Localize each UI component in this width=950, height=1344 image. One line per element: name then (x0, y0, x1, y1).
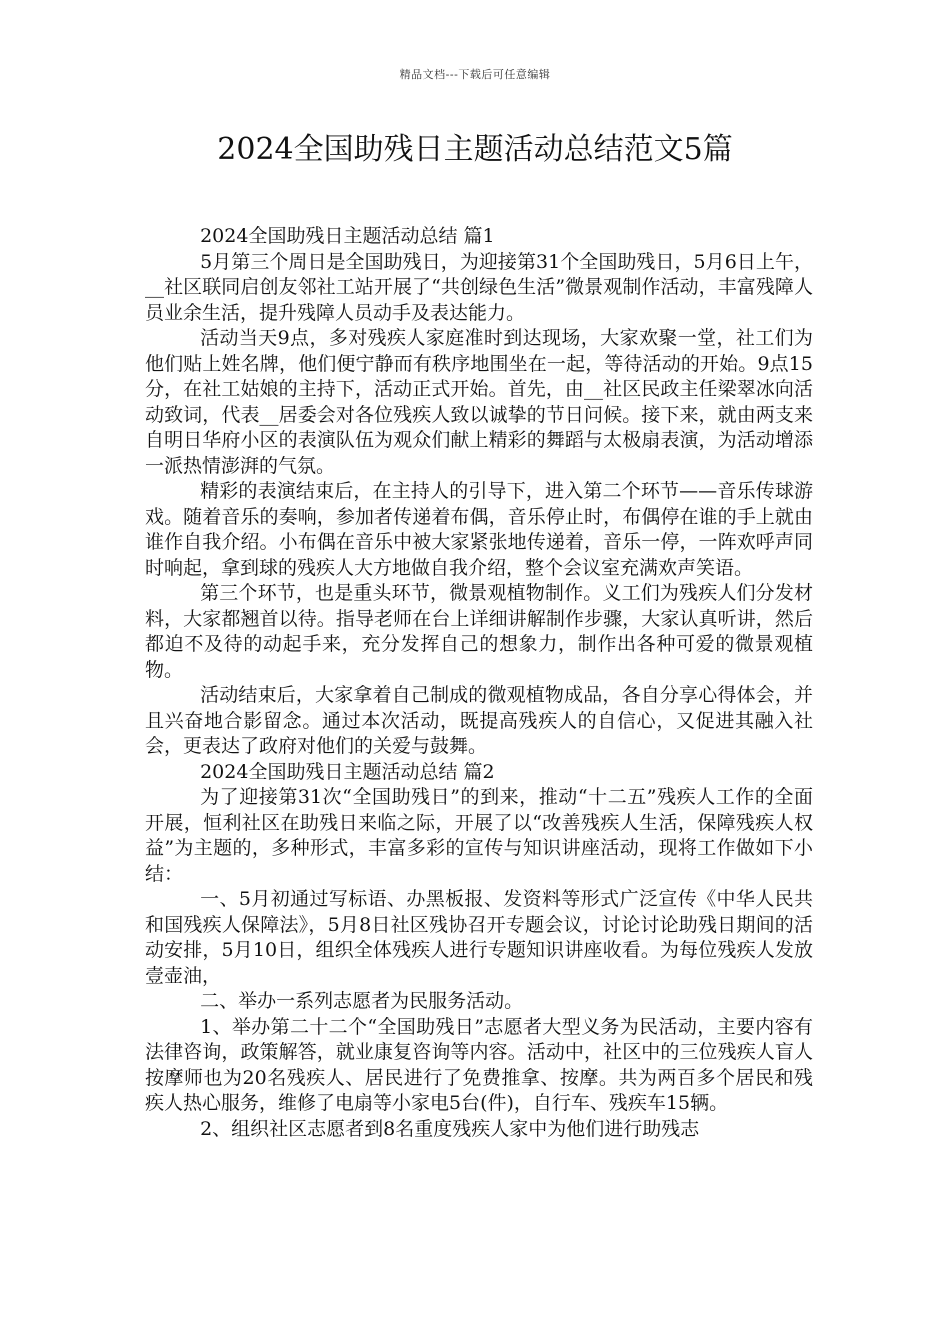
header-note: 精品文档---下载后可任意编辑 (399, 68, 551, 81)
page-title: 2024全国助残日主题活动总结范文5篇 (217, 132, 733, 167)
paragraph: 2、组织社区志愿者到8名重度残疾人家中为他们进行助残志 (200, 1117, 700, 1140)
paragraph: 第三个环节，也是重头环节，微景观植物制作。义工们为残疾人们分发材料，大家都翘首以待。指导老师在台上详细讲解制作步骤，大家认真听讲，然后都迫不及待的动起手来，充分发挥自己的想象力，制作出各种可爱的微景观植物。 (145, 582, 813, 681)
paragraph: 1、举办第二十二个“全国助残日”志愿者大型义务为民活动，主要内容有法律咨询，政策解答，就业康复咨询等内容。活动中，社区中的三位残疾人盲人按摩师也为20名残疾人、居民进行了免费推拿、按摩。共为两百多个居民和残疾人热心服务，维修了电扇等小家电5台(件)，自行车、残疾车15辆。 (145, 1015, 813, 1114)
paragraph: 二、举办一系列志愿者为民服务活动。 (200, 990, 524, 1012)
paragraph: 活动结束后，大家拿着自己制成的微观植物成品，各自分享心得体会，并且兴奋地合影留念。通过本次活动，既提高残疾人的自信心，又促进其融入社会，更表达了政府对他们的关爱与鼓舞。 (145, 684, 813, 757)
document-body (145, 224, 813, 1142)
paragraph: 一、5月初通过写标语、办黑板报、发资料等形式广泛宣传《中华人民共和国残疾人保障法》，5月8日社区残协召开专题会议，讨论讨论助残日期间的活动安排，5月10日，组织全体残疾人进行专题知识讲座收看。为每位残疾人发放壹壶油， (145, 888, 813, 987)
paragraph: 精彩的表演结束后，在主持人的引导下，进入第二个环节——音乐传球游戏。随着音乐的奏响，参加者传递着布偶，音乐停止时，布偶停在谁的手上就由谁作自我介绍。小布偶在音乐中被大家紧张地传递着，音乐一停，一阵欢呼声同时响起，拿到球的残疾人大方地做自我介绍，整个会议室充满欢声笑语。 (145, 480, 813, 579)
section-heading-2: 2024全国助残日主题活动总结 篇2 (200, 760, 495, 783)
paragraph: 5月第三个周日是全国助残日，为迎接第31个全国助残日，5月6日上午，__社区联同启创友邻社工站开展了“共创绿色生活”微景观制作活动，丰富残障人员业余生活，提升残障人员动手及表达能力。 (145, 250, 813, 324)
paragraph: 为了迎接第31次“全国助残日”的到来，推动“十二五”残疾人工作的全面开展，恒利社区在助残日来临之际，开展了以“改善残疾人生活，保障残疾人权益”为主题的，多种形式，丰富多彩的宣传与知识讲座活动，现将工作做如下小结： (145, 786, 813, 885)
paragraph: 活动当天9点，多对残疾人家庭准时到达现场，大家欢聚一堂，社工们为他们贴上姓名牌，他们便宁静而有秩序地围坐在一起，等待活动的开始。9点15分，在社工姑娘的主持下，活动正式开始。首先，由__社区民政主任梁翠冰向活动致词，代表__居委会对各位残疾人致以诚挚的节日问候。接下来，就由两支来自明日华府小区的表演队伍为观众们献上精彩的舞蹈与太极扇表演，为活动增添一派热情澎湃的气氛。 (145, 327, 813, 477)
section-heading-1: 2024全国助残日主题活动总结 篇1 (200, 225, 495, 247)
